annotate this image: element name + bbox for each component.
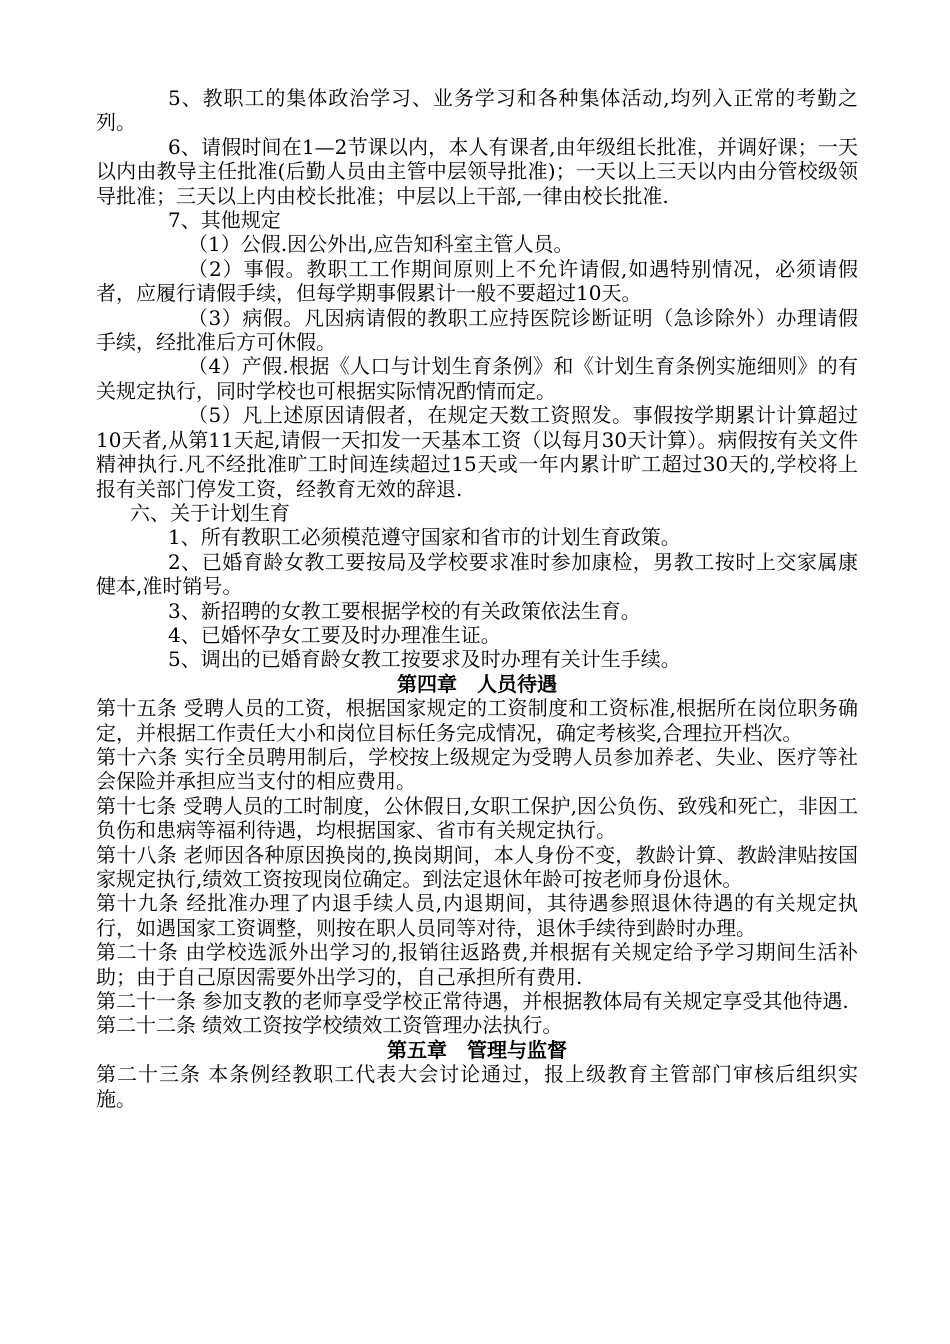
leave-rule-personal: （2）事假。教职工工作期间原则上不允许请假,如遇特别情况，必须请假者，应履行请假手续，但每学期事假累计一般不要超过10天。: [96, 256, 858, 306]
leave-rule-maternity: （4）产假.根据《人口与计划生育条例》和《计划生育条例实施细则》的有关规定执行，同时学校也可根据实际情况酌情而定。: [96, 354, 858, 403]
family-planning-item: 2、已婚育龄女教工要按局及学校要求准时参加康检，男教工按时上交家属康健本,准时销号。: [96, 549, 858, 599]
paragraph-leave-approval: 6、请假时间在1—2节课以内，本人有课者,由年级组长批准，并调好课；一天以内由教导主任批准(后勤人员由主管中层领导批准)；一天以上三天以内由分管校级领导批准；三天以上内由校长批准；中层以上干部,一律由校长批准.: [96, 134, 858, 208]
paragraph-other-rules-heading: 7、其他规定: [168, 208, 281, 233]
article-15: 第十五条 受聘人员的工资，根据国家规定的工资制度和工资标准,根据所在岗位职务确定，并根据工作责任大小和岗位目标任务完成情况，确定考核奖,合理拉开档次。: [96, 696, 858, 745]
leave-rule-sick: （3）病假。凡因病请假的教职工应持医院诊断证明（急诊除外）办理请假手续，经批准后方可休假。: [96, 305, 858, 355]
chapter-four-title: 第四章 人员待遇: [397, 671, 557, 696]
leave-rule-pay: （5）凡上述原因请假者，在规定天数工资照发。事假按学期累计计算超过10天者,从第11天起,请假一天扣发一天基本工资（以每月30天计算）。病假按有关文件精神执行.凡不经批准旷工时间连续超过15天或一年内累计旷工超过30天的,学校将上报有关部门停发工资，经教育无效的辞退.: [96, 403, 858, 501]
article-19: 第十九条 经批准办理了内退手续人员,内退期间，其待遇参照退休待遇的有关规定执行，如遇国家工资调整，则按在职人员同等对待，退休手续待到龄时办理。: [96, 891, 858, 940]
article-21: 第二十一条 参加支教的老师享受学校正常待遇，并根据教体局有关规定享受其他待遇.: [96, 989, 849, 1014]
article-23: 第二十三条 本条例经教职工代表大会讨论通过，报上级教育主管部门审核后组织实施。: [96, 1062, 858, 1111]
leave-rule-public: （1）公假.因公外出,应告知科室主管人员。: [188, 232, 574, 257]
article-18: 第十八条 老师因各种原因换岗的,换岗期间，本人身份不变，教龄计算、教龄津贴按国家规定执行,绩效工资按现岗位确定。到法定退休年龄可按老师身份退休。: [96, 842, 858, 891]
article-17: 第十七条 受聘人员的工时制度，公休假日,女职工保护,因公负伤、致残和死亡，非因工负伤和患病等福利待遇，均根据国家、省市有关规定执行。: [96, 793, 858, 843]
family-planning-item: 5、调出的已婚育龄女教工按要求及时办理有关计生手续。: [168, 647, 681, 672]
family-planning-item: 4、已婚怀孕女工要及时办理准生证。: [168, 622, 501, 647]
family-planning-item: 3、新招聘的女教工要根据学校的有关政策依法生育。: [168, 598, 641, 623]
document-body: [96, 86, 858, 1111]
section-six-heading: 六、关于计划生育: [130, 500, 290, 525]
article-16: 第十六条 实行全员聘用制后，学校按上级规定为受聘人员参加养老、失业、医疗等社会保险并承担应当支付的相应费用。: [96, 744, 858, 794]
article-22: 第二十二条 绩效工资按学校绩效工资管理办法执行。: [96, 1013, 563, 1038]
family-planning-item: 1、所有教职工必须模范遵守国家和省市的计划生育政策。: [168, 525, 681, 550]
paragraph-attendance: 5、教职工的集体政治学习、业务学习和各种集体活动,均列入正常的考勤之列。: [96, 86, 858, 135]
article-20: 第二十条 由学校选派外出学习的,报销往返路费,并根据有关规定给予学习期间生活补助；由于自己原因需要外出学习的，自己承担所有费用.: [96, 940, 858, 989]
chapter-five-title: 第五章 管理与监督: [387, 1037, 567, 1062]
